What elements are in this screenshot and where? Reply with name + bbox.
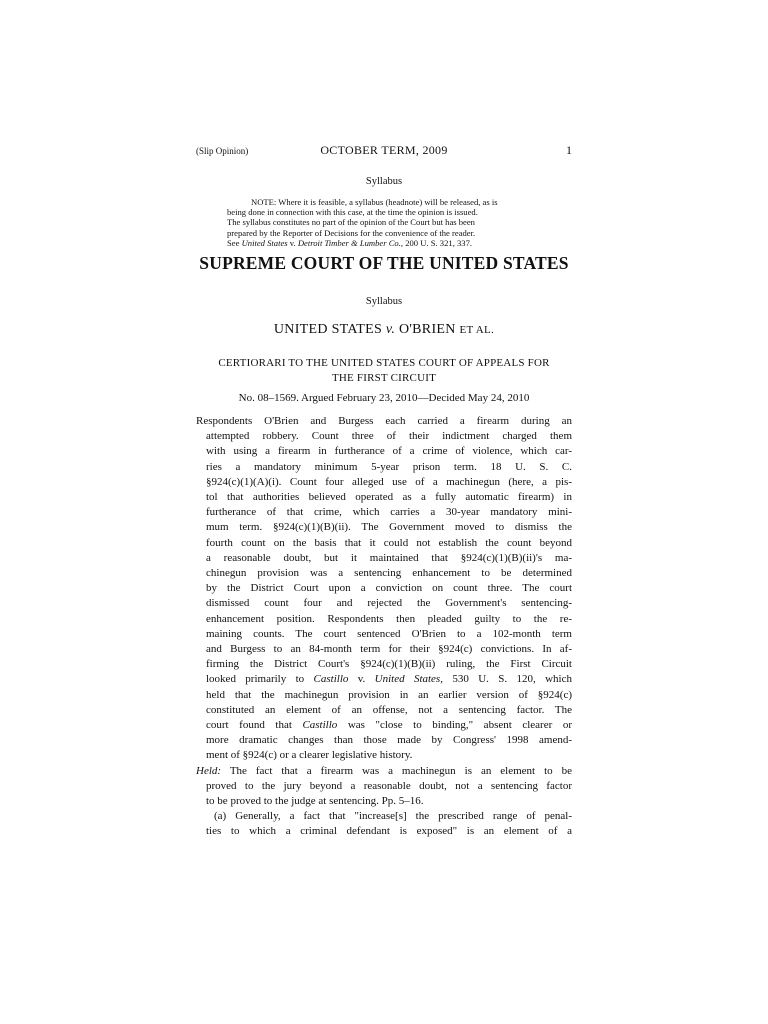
body-line: furtherance of that crime, which carries a 30-year mandatory mini- xyxy=(206,506,572,519)
body-line: constituted an element of an offense, not a sentencing factor. The xyxy=(206,703,572,716)
note-case-name-2: Detroit Timber & Lumber Co. xyxy=(297,237,401,248)
note-citation-line xyxy=(227,238,542,248)
et-al: ET AL. xyxy=(459,324,495,336)
body-line: enhancement position. Respondents then pleaded guilty to the re- xyxy=(206,612,572,625)
body-line-court-found xyxy=(196,718,572,733)
syllabus-heading: Syllabus xyxy=(365,296,403,307)
syllabus-body xyxy=(196,414,572,840)
court-title: SUPREME COURT OF THE UNITED STATES xyxy=(199,253,569,273)
body-line: Respondents O'Brien and Burgess each carried a firearm during an xyxy=(196,415,572,427)
certiorari-line-2: THE FIRST CIRCUIT xyxy=(331,372,437,384)
body-text-run: , 530 U. S. 120, which xyxy=(440,673,572,686)
body-line: attempted robbery. Count three of their indictment charged them xyxy=(206,430,572,443)
case-name-castillo: Castillo xyxy=(313,673,349,686)
reporter-note xyxy=(227,197,542,248)
body-line: and Burgess to an 84-month term for their §924(c) convictions. In af- xyxy=(206,643,572,656)
body-text-run: v. xyxy=(348,673,375,686)
held-line xyxy=(196,764,572,779)
body-line: mum term. §924(c)(1)(B)(ii). The Government moved to dismiss the xyxy=(206,521,572,534)
subparagraph-a-line: ties to which a criminal defendant is exposed" is an element of a xyxy=(206,825,572,838)
subparagraph-a-line: (a) Generally, a fact that "increase[s] the prescribed range of penal- xyxy=(214,810,572,823)
body-line: ries a mandatory minimum 5-year prison term. 18 U. S. C. xyxy=(206,460,572,473)
slip-opinion-label: (Slip Opinion) xyxy=(196,146,249,156)
body-line-castillo xyxy=(196,672,572,687)
body-line: dismissed count four and rejected the Government's sentencing- xyxy=(206,597,572,610)
body-line: by the District Court upon a conviction on count three. The court xyxy=(206,582,572,595)
body-line: held that the machinegun provision in an earlier version of §924(c) xyxy=(206,688,572,701)
syllabus-heading-top: Syllabus xyxy=(365,176,403,187)
note-citation: , 200 U. S. 321, 337. xyxy=(400,237,473,248)
held-label: Held: xyxy=(196,764,222,777)
body-line: §924(c)(1)(A)(i). Count four alleged use of a machinegun (here, a pis- xyxy=(206,475,572,488)
body-text-run: was "close to binding," absent clearer or xyxy=(337,719,572,732)
body-line: fourth count on the basis that it could not establish the count beyond xyxy=(206,536,572,549)
body-text-run: court found that xyxy=(206,719,303,732)
body-line: ment of §924(c) or a clearer legislative history. xyxy=(206,749,413,762)
term-label: OCTOBER TERM, 2009 xyxy=(320,143,448,157)
docket-line: No. 08–1569. Argued February 23, 2010—Decided May 24, 2010 xyxy=(238,392,530,404)
case-name-united-states: United States xyxy=(374,673,441,686)
party-one: UNITED STATES xyxy=(273,322,386,337)
note-versus: v. xyxy=(287,237,298,248)
note-see: See xyxy=(227,237,242,248)
body-line: a reasonable doubt, but it maintained that §924(c)(1)(B)(ii)'s ma- xyxy=(206,551,572,564)
certiorari-heading xyxy=(196,356,572,386)
body-line: maining counts. The court sentenced O'Brien to a 102-month term xyxy=(206,627,572,640)
held-text: The fact that a firearm was a machinegun is an element to be xyxy=(221,764,572,777)
case-caption xyxy=(196,322,572,338)
body-line: tol that authorities believed operated as a fully automatic firearm) in xyxy=(206,491,572,504)
held-line: to be proved to the judge at sentencing. Pp. 5–16. xyxy=(206,795,424,808)
note-line: The syllabus constitutes no part of the opinion of the Court but has been xyxy=(227,217,475,228)
certiorari-line-1: CERTIORARI TO THE UNITED STATES COURT OF APPEALS FOR xyxy=(218,357,550,369)
body-line: with using a firearm in furtherance of a crime of violence, which car- xyxy=(206,445,572,458)
note-line: NOTE: Where it is feasible, a syllabus (headnote) will be released, as is xyxy=(251,197,498,207)
held-line: proved to the jury beyond a reasonable doubt, not a sentencing factor xyxy=(206,779,572,792)
page-header xyxy=(196,143,572,159)
body-line: firming the District Court's §924(c)(1)(B)(ii) ruling, the First Circuit xyxy=(206,658,572,671)
party-two: O'BRIEN xyxy=(395,322,460,337)
note-line: prepared by the Reporter of Decisions for the convenience of the reader. xyxy=(227,227,476,238)
body-text-run: looked primarily to xyxy=(206,673,314,686)
case-name-castillo: Castillo xyxy=(302,719,338,732)
case-versus: v. xyxy=(385,322,396,337)
page-number: 1 xyxy=(566,143,572,157)
note-case-name: United States xyxy=(241,237,288,248)
body-line: chinegun provision was a sentencing enhancement to be determined xyxy=(206,567,572,580)
note-line: being done in connection with this case, at the time the opinion is issued. xyxy=(227,207,478,218)
body-line: more dramatic changes than those made by Congress' 1998 amend- xyxy=(206,734,572,747)
